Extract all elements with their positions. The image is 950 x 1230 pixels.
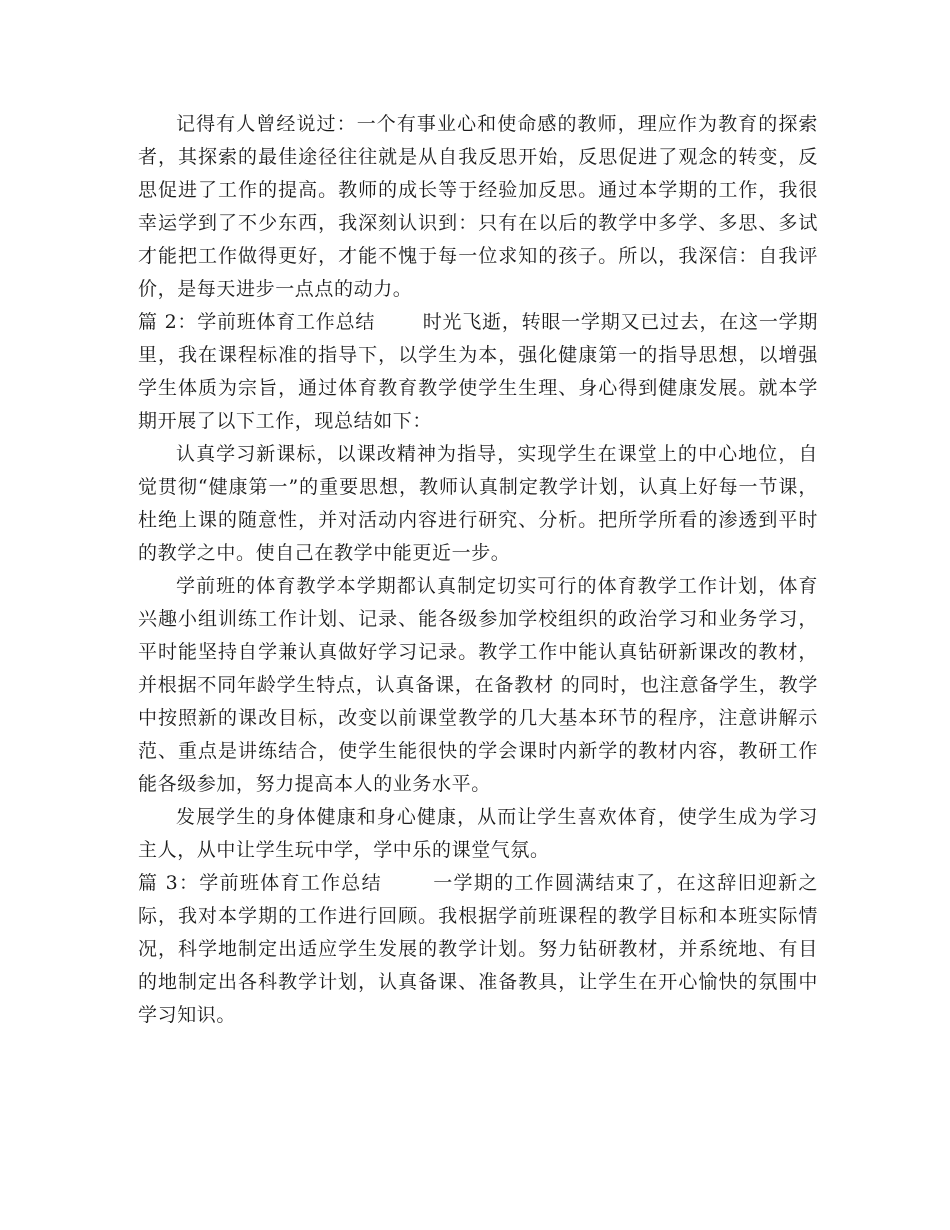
section-3-heading: 篇 3：学前班体育工作总结	[138, 872, 382, 894]
paragraph-section-2-intro	[138, 306, 818, 438]
section-2-heading: 篇 2：学前班体育工作总结	[138, 311, 376, 333]
paragraph-teaching-plan: 学前班的体育教学本学期都认真制定切实可行的体育教学工作计划，体育兴趣小组训练工作计划、记录、能各级参加学校组织的政治学习和业务学习，平时能坚持自学兼认真做好学习记录。教学工作中能认真钻研新课改的教材，并根据不同年龄学生特点，认真备课，在备教材 的同时，也注意备学生，教学中按照新的课改目标，改变以前课堂教学的几大基本环节的程序，注意讲解示范、重点是讲练结合，使学生能很快的学会课时内新学的教材内容，教研工作能各级参加，努力提高本人的业务水平。	[138, 575, 818, 795]
document-body	[138, 108, 818, 1032]
section-3-intro-text: 一学期的工作圆满结束了，在这辞旧迎新之际，我对本学期的工作进行回顾。我根据学前班课程的教学目标和本班实际情况，科学地制定出适应学生发展的教学计划。努力钻研教材，并系统地、有目的地制定出各科教学计划，认真备课、准备教具，让学生在开心愉快的氛围中学习知识。	[138, 872, 819, 1026]
paragraph-new-curriculum: 认真学习新课标，以课改精神为指导，实现学生在课堂上的中心地位，自觉贯彻“健康第一”的重要思想，教师认真制定教学计划，认真上好每一节课，杜绝上课的随意性，并对活动内容进行研究、分析。把所学所看的渗透到平时的教学之中。使自己在教学中能更近一步。	[138, 443, 818, 564]
paragraph-reflection: 记得有人曾经说过：一个有事业心和使命感的教师，理应作为教育的探索者，其探索的最佳途径往往就是从自我反思开始，反思促进了观念的转变，反思促进了工作的提高。教师的成长等于经验加反思。通过本学期的工作，我很幸运学到了不少东西，我深刻认识到：只有在以后的教学中多学、多思、多试才能把工作做得更好，才能不愧于每一位求知的孩子。所以，我深信：自我评价，是每天进步一点点的动力。	[138, 113, 818, 300]
section-2-intro-text: 时光飞逝，转眼一学期又已过去，在这一学期里，我在课程标准的指导下，以学生为本，强化健康第一的指导思想，以增强学生体质为宗旨，通过体育教育教学使学生生理、身心得到健康发展。就本学期开展了以下工作，现总结如下：	[138, 311, 818, 432]
paragraph-student-health: 发展学生的身体健康和身心健康，从而让学生喜欢体育，使学生成为学习主人，从中让学生玩中学，学中乐的课堂气氛。	[138, 806, 818, 861]
paragraph-section-3-intro	[138, 867, 818, 1032]
